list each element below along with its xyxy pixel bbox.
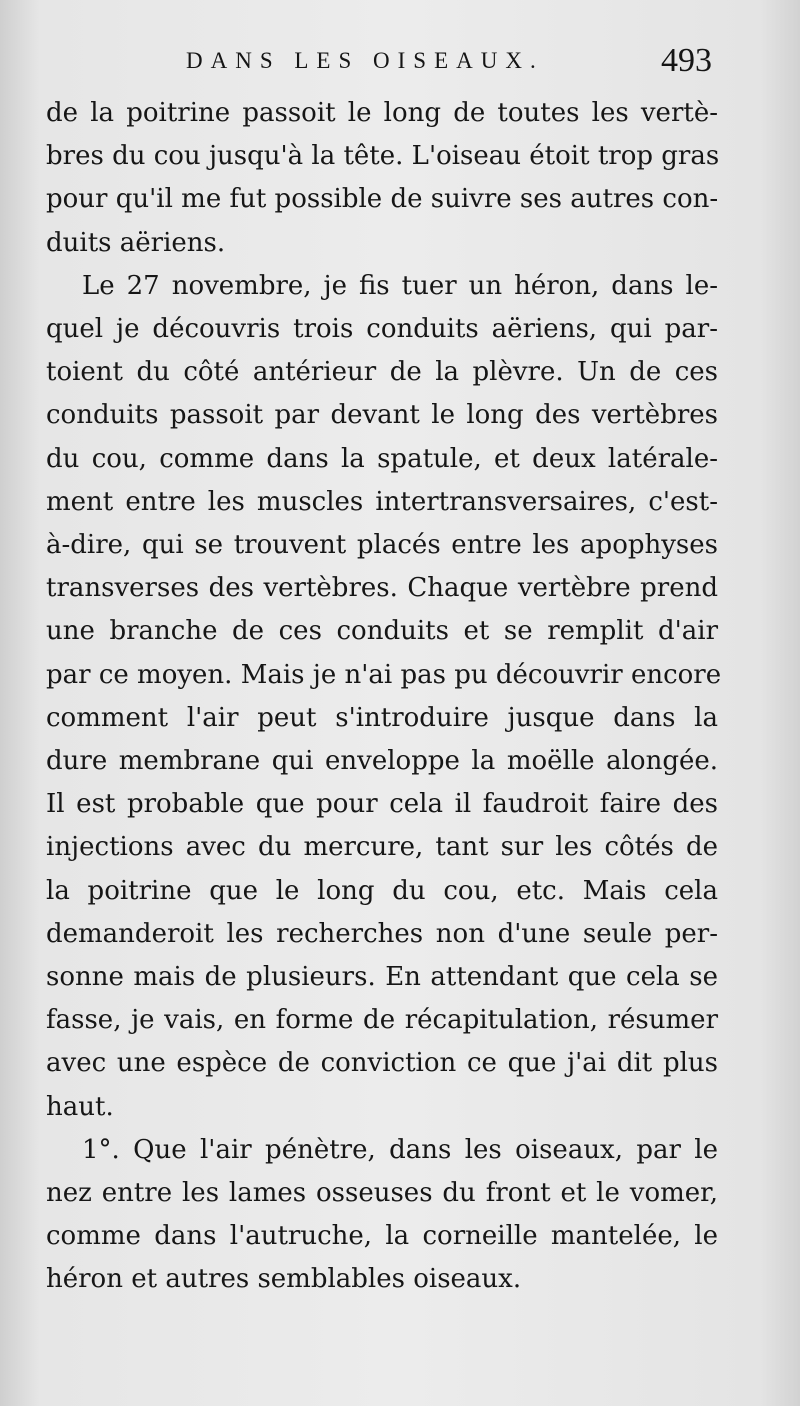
page-number: 493 (661, 42, 712, 79)
text-line: 1°. Que l'air pénètre, dans les oiseaux, par le (82, 1134, 718, 1165)
page-header (48, 42, 712, 86)
text-line: bres du cou jusqu'à la tête. L'oiseau étoit trop gras (46, 141, 720, 172)
text-line: comme dans l'autruche, la corneille mantelée, le (46, 1221, 718, 1252)
text-line: conduits passoit par devant le long des vertèbres (46, 400, 718, 431)
text-line: dure membrane qui enveloppe la moëlle alongée. (46, 746, 718, 777)
text-line: injections avec du mercure, tant sur les côtés de (46, 832, 718, 863)
running-title: DANS LES OISEAUX. (186, 48, 544, 73)
text-line: pour qu'il me fut possible de suivre ses autres con- (46, 184, 719, 215)
text-line: haut. (46, 1091, 114, 1122)
paragraph-point-1 (46, 1129, 718, 1302)
page-body (46, 92, 722, 1302)
text-line: demanderoit les recherches non d'une seule per- (46, 918, 718, 949)
text-line: de la poitrine passoit le long de toutes les vertè- (46, 98, 718, 128)
text-line: duits aëriens. (46, 227, 226, 258)
text-line: avec une espèce de conviction ce que j'ai dit plus (46, 1048, 718, 1079)
text-line: du cou, comme dans la spatule, et deux latérale- (46, 443, 718, 474)
text-line: héron et autres semblables oiseaux. (46, 1264, 522, 1295)
text-line: quel je découvris trois conduits aëriens, qui par- (46, 314, 718, 345)
text-line: Le 27 novembre, je fis tuer un héron, dans le- (82, 270, 718, 301)
paragraph-heron (46, 265, 722, 1129)
paragraph-continuation (46, 92, 718, 265)
text-line: nez entre les lames osseuses du front et le vomer, (46, 1178, 718, 1209)
text-line: la poitrine que le long du cou, etc. Mais cela (46, 875, 718, 906)
text-line: par ce moyen. Mais je n'ai pas pu découvrir encore (46, 659, 722, 690)
text-line: fasse, je vais, en forme de récapitulation, résumer (46, 1005, 718, 1036)
text-line: à-dire, qui se trouvent placés entre les apophyses (46, 530, 718, 561)
text-line: Il est probable que pour cela il faudroit faire des (46, 789, 718, 820)
text-line: toient du côté antérieur de la plèvre. Un de ces (46, 357, 718, 388)
text-line: ment entre les muscles intertransversaires, c'est- (46, 486, 718, 517)
text-line: transverses des vertèbres. Chaque vertèbre prend (46, 573, 718, 604)
text-line: sonne mais de plusieurs. En attendant que cela se (46, 962, 718, 993)
text-line: une branche de ces conduits et se remplit d'air (46, 616, 718, 647)
text-line: comment l'air peut s'introduire jusque dans la (46, 702, 718, 733)
